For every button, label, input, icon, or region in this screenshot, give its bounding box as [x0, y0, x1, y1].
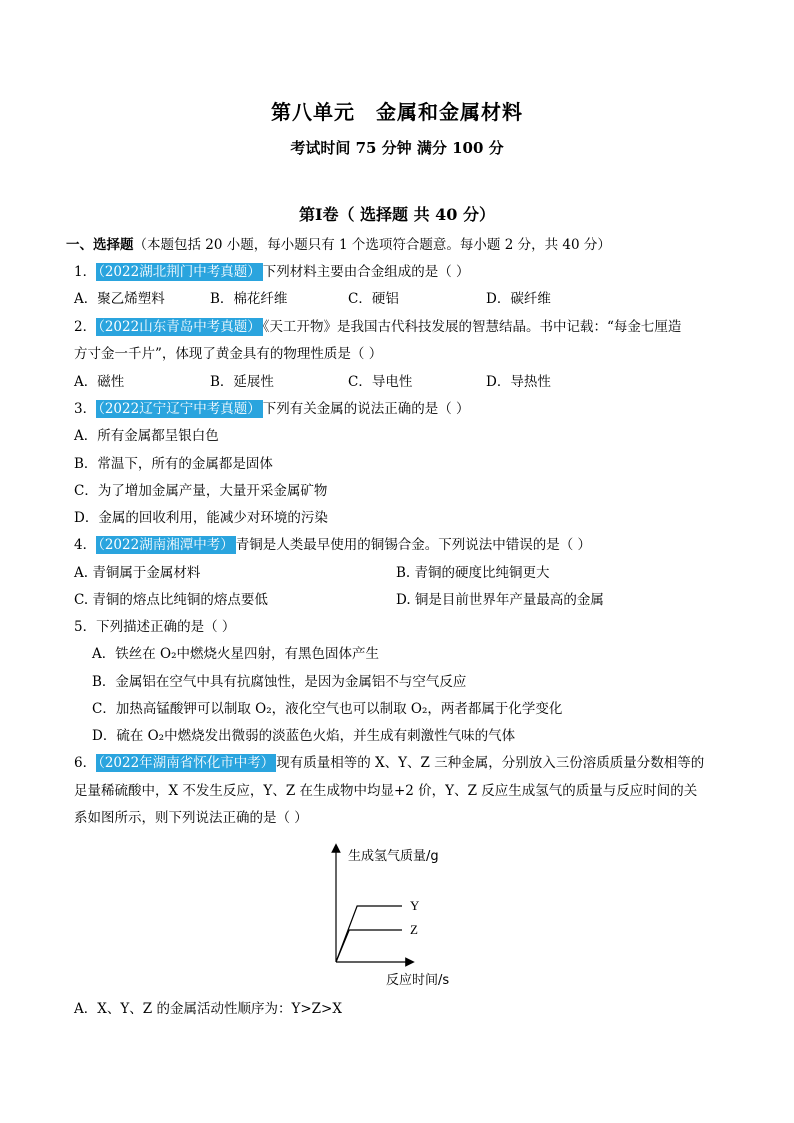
- question-text-cont: 系如图所示，则下列说法正确的是（ ）: [74, 810, 308, 826]
- page-title: 第八单元 金属和金属材料: [271, 100, 523, 124]
- series-y-label: Y: [410, 898, 420, 913]
- question-text-cont: 足量稀硫酸中，X 不发生反应，Y、Z 在生成物中均显+2 价，Y、Z 反应生成氢气的质量与反应时间的关: [74, 783, 698, 799]
- option-b: B．棉花纤维: [210, 291, 288, 307]
- instructions-label: 一、选择题: [66, 237, 134, 253]
- option-b: B．常温下，所有的金属都是固体: [74, 456, 273, 472]
- series-z-label: Z: [410, 922, 418, 937]
- question-text: 下列描述正确的是（ ）: [96, 619, 236, 635]
- option-b: B．延展性: [210, 374, 274, 390]
- option-c: C．为了增加金属产量，大量开采金属矿物: [74, 483, 328, 499]
- question-number: 4．: [74, 537, 97, 553]
- instructions: [66, 236, 611, 254]
- question-4: [74, 536, 591, 554]
- question-2: [74, 318, 681, 336]
- question-text-cont: 方寸金一千片”，体现了黄金具有的物理性质是（ ）: [74, 346, 383, 362]
- option-d: D．金属的回收利用，能减少对环境的污染: [74, 510, 328, 526]
- option-c: C．加热高锰酸钾可以制取 O₂，液化空气也可以制取 O₂，两者都属于化学变化: [92, 701, 563, 717]
- source-tag: （2022湖南湘潭中考）: [98, 537, 234, 553]
- question-text: 下列有关金属的说法正确的是（ ）: [262, 401, 470, 417]
- option-d: D．硫在 O₂中燃烧发出微弱的淡蓝色火焰，并生成有刺激性气味的气体: [92, 728, 516, 744]
- option-c: C．硬铝: [348, 291, 399, 307]
- question-text: 《天工开物》是我国古代科技发展的智慧结晶。书中记载：“每金七厘造: [262, 319, 682, 335]
- option-c: C. 青铜的熔点比纯铜的熔点要低: [74, 592, 268, 608]
- source-tag: （2022辽宁辽宁中考真题）: [98, 401, 261, 417]
- question-text: 青铜是人类最早使用的铜锡合金。下列说法中错误的是（ ）: [235, 537, 591, 553]
- question-number: 1．: [74, 264, 97, 280]
- option-b: B．金属铝在空气中具有抗腐蚀性，是因为金属铝不与空气反应: [92, 674, 467, 690]
- question-6: [74, 754, 704, 772]
- option-a: A．铁丝在 O₂中燃烧火星四射，有黑色固体产生: [92, 646, 380, 662]
- exam-info: 考试时间 75 分钟 满分 100 分: [290, 139, 504, 157]
- question-number: 2．: [74, 319, 97, 335]
- option-a: A．所有金属都呈银白色: [74, 428, 219, 444]
- question-number: 3．: [74, 401, 97, 417]
- option-d: D．导热性: [486, 374, 551, 390]
- option-d: D．碳纤维: [486, 291, 551, 307]
- option-a: A．聚乙烯塑料: [74, 291, 165, 307]
- question-5: [74, 618, 235, 636]
- instructions-text: （本题包括 20 小题，每小题只有 1 个选项符合题意。每小题 2 分，共 40 分）: [133, 237, 611, 253]
- source-tag: （2022湖北荆门中考真题）: [98, 264, 261, 280]
- question-text: 下列材料主要由合金组成的是（ ）: [262, 264, 470, 280]
- x-axis-label: 反应时间/s: [386, 973, 450, 988]
- question-text: 现有质量相等的 X、Y、Z 三种金属，分别放入三份溶质质量分数相等的: [276, 755, 705, 771]
- option-a: A. 青铜属于金属材料: [74, 565, 201, 581]
- series-y-line: [336, 906, 402, 962]
- question-number: 5．: [74, 619, 97, 635]
- question-number: 6．: [74, 755, 97, 771]
- question-1: [74, 263, 470, 281]
- option-d: D. 铜是目前世界年产量最高的金属: [396, 592, 604, 608]
- question-3: [74, 400, 470, 418]
- hydrogen-reaction-chart: [320, 842, 480, 992]
- y-axis-label: 生成氢气质量/g: [348, 849, 439, 864]
- source-tag: （2022年湖南省怀化市中考）: [98, 755, 275, 771]
- option-a: A．X、Y、Z 的金属活动性顺序为：Y>Z>X: [74, 1001, 342, 1017]
- section-title: 第Ⅰ卷（ 选择题 共 40 分）: [298, 205, 496, 224]
- option-c: C．导电性: [348, 374, 413, 390]
- source-tag: （2022山东青岛中考真题）: [98, 319, 261, 335]
- option-a: A．磁性: [74, 374, 125, 390]
- option-b: B. 青铜的硬度比纯铜更大: [396, 565, 550, 581]
